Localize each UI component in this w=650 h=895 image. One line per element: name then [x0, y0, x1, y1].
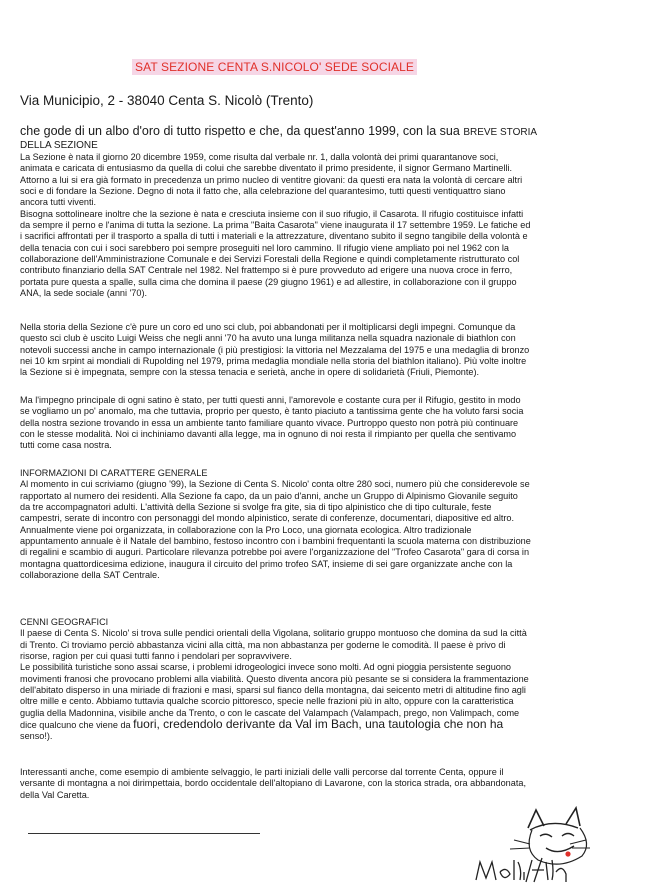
text-line: da sempre il perno e l'anima di tutta la sezione. La prima "Baita Casarota" viene inaugurata il 17 settembre 1959. Le fatiche ed	[20, 220, 531, 231]
geography-section	[20, 617, 632, 743]
text-line: Interessanti anche, come esempio di ambiente selvaggio, le parti iniziali delle valli percorse dal torrente Centa, oppure il	[20, 767, 504, 777]
text-fragment-large: fuori, credendolo derivante da Val im Bach, una tautologia che non ha	[133, 717, 504, 732]
choir-ski-paragraph	[20, 322, 632, 379]
text-line: nei 10 km srpint ai mondiali di Rupolding nel 1979, prima medaglia mondiale nella storia del biathlon italiano). Più volte inoltre	[20, 356, 527, 367]
text-line: la Sezione si è impegnata, sempre con la stessa tenacia e serietà, anche in opere di solidarietà (Friuli, Piemonte).	[20, 367, 480, 378]
text-line: ancora tutti viventi.	[20, 197, 97, 208]
text-line: tutti come casa nostra.	[20, 440, 112, 451]
text-line: dell'abitato disperso in una miriade di frazioni e masi, sparsi sul fianco della montagna, dai seicento metri di altitudine fino agli	[20, 685, 526, 696]
text-line: della Val Caretta.	[20, 789, 90, 800]
text-line: della nostra sezione trovando in essa un ambiente tanto familiare quanto vivace. Purtroppo questo non potrà più continuare	[20, 417, 519, 428]
text-line: collaborazione della SAT Centrale.	[20, 570, 160, 581]
text-line: Bisogna sottolineare inoltre che la sezione è nata e cresciuta insieme con il suo rifugio, il Casarota. Il rifugio costituisce infatti	[20, 208, 524, 219]
text-line: con le stesse modalità. Noi ci inchiniamo davanti alla legge, ma in ognuno di noi resta il rimpianto per quella che sentivamo	[20, 429, 517, 440]
landscape-paragraph	[20, 767, 632, 801]
history-paragraph	[20, 152, 632, 299]
text-line: da tre accompagnatori adulti. L'attività della Sezione si svolge fra gite, sia di tipo alpinistico che di tipo culturale, feste	[20, 502, 492, 513]
section-heading: CENNI GEOGRAFICI	[20, 617, 109, 627]
text-line: di regalini e scambio di auguri. Particolare rilevanza potrebbe poi avere l'organizzazione del "Trofeo Casarota" gara di corsa in	[20, 547, 530, 558]
text-line: portata pure questa a spalle, sulla cima che domina il paese (29 giugno 1961) e ad allestire, in collaborazione con il gruppo	[20, 276, 517, 287]
text-line: i sacrifici affrontati per il trasporto a spalla di tutti i materiali e la attrezzature, diventano subito il segno tangibile della volontà e	[20, 231, 528, 242]
text-line: La Sezione è nata il giorno 20 dicembre 1959, come risulta dal verbale nr. 1, dalla volontà dei primi quarantanove soci,	[20, 152, 499, 162]
text-line: animata e caricata di entusiasmo da quella di colui che sarebbe diventato il primo presidente, il signor Germano Martinelli.	[20, 163, 512, 174]
text-line: ANA, la sede sociale (anni '70).	[20, 288, 148, 299]
text-line: Annualmente viene poi organizzata, in collaborazione con la Pro Loco, una giornata ecologica. Altro tradizionale	[20, 524, 472, 535]
text-line: Le possibilità turistiche sono assai scarse, i problemi idrogeologici invece sono molti. Ad ogni pioggia persistente seguono	[20, 662, 512, 673]
text-line: Al momento in cui scriviamo (giugno '99), la Sezione di Centa S. Nicolo' conta oltre 280 soci, numero più che considerevole se	[20, 479, 530, 490]
text-line: Attorno a lui si era già formato in precedenza un primo nucleo di ventitre giovani: da questi era nata la volontà di cercare altri	[20, 174, 523, 185]
text-line: risorse, ragion per cui quasi tutti fanno i pendolari per sopravvivere.	[20, 651, 292, 662]
text-line: rapportato al numero dei residenti. Alla Sezione fa capo, da un paio d'anni, anche un Gruppo di Alpinismo Giovanile seguito	[20, 490, 518, 501]
text-fragment: dice qualcuno che viene da	[20, 720, 131, 731]
text-line: di Trento. Ci troviamo perciò abbastanza vicini alla città, ma non abbastanza per goderne le comodità. Il paese è privo di	[20, 639, 506, 650]
intro-lead: che gode di un albo d'oro di tutto rispetto e che, da quest'anno 1999, con la sua	[20, 124, 460, 138]
text-line: Nella storia della Sezione c'è pure un coro ed uno sci club, poi abbandonati per il moltiplicarsi degli impegni. Comunque da	[20, 322, 516, 332]
text-line: se vogliamo un po' anomalo, ma che tuttavia, proprio per questo, è tanto piaciuto a tantissima gente che ha voluto farsi socia	[20, 406, 524, 417]
general-info-section	[20, 468, 632, 581]
section-heading: INFORMAZIONI DI CARATTERE GENERALE	[20, 468, 208, 478]
text-line: contributo finanziario della SAT Centrale nel 1982. Nel frattempo si è pure provveduto ad erigere una nuova croce in ferro,	[20, 265, 513, 276]
text-line: movimenti franosi che provocano problemi alla viabilità. Questo diventa ancora più pesante se si considera la frammentazione	[20, 673, 529, 684]
address-line: Via Municipio, 2 - 38040 Centa S. Nicolò (Trento)	[20, 93, 314, 108]
refuge-paragraph	[20, 395, 632, 452]
text-line: notevoli successi anche in campo internazionale (i più prestigiosi: la vittoria nel Mezzalama del 1975 e una medaglia di bronzo	[20, 344, 530, 355]
signature-line	[28, 833, 260, 834]
text-line: guglia della Madonnina, visibile anche da Trento, o con le cascate del Valampach (Valampach, prego, non Valimpach, come	[20, 707, 520, 718]
text-line: collaborazione dell'Amministrazione Comunale e dei Servizi Forestali della Regione e quindi completamente ristrutturato col	[20, 254, 520, 265]
intro-block	[20, 125, 630, 152]
text-line: montagna quattordicesima edizione, inaugura il circuito del primo trofeo SAT, insieme di sei gare organizzate anche con la	[20, 558, 513, 569]
text-line: Ma l'impegno principale di ogni satino è stato, per tutti questi anni, l'amorevole e costante cura per il Rifugio, gestito in modo	[20, 395, 521, 405]
text-line: Il paese di Centa S. Nicolo' si trova sulle pendici orientali della Vigolana, solitario gruppo montuoso che domina da sud la città	[20, 628, 527, 639]
text-line: questo sci club è uscito Luigi Weiss che negli anni '70 ha avuto una lunga militanza nella squadra nazionale di biathlon con	[20, 333, 516, 344]
handwritten-signature	[470, 800, 640, 895]
text-line: versante di montagna a noi dirimpettaia, bordo occidentale dell'altopiano di Lavarone, con la storica strada, ora abbandonata,	[20, 778, 526, 789]
text-line: della tenacia con cui i soci sarebbero poi sempre proseguiti nel loro cammino. Il rifugio viene ampliato poi nel 1962 con la	[20, 242, 509, 253]
history-heading: DELLA SEZIONE	[20, 140, 98, 151]
page-title: SAT SEZIONE CENTA S.NICOLO' SEDE SOCIALE	[132, 59, 417, 75]
text-line: senso!).	[20, 731, 53, 742]
text-line	[20, 719, 632, 731]
text-line: appuntamento annuale è il Natale del bambino, festoso incontro con i bambini frequentanti la scuola materna con distribuzione	[20, 536, 531, 547]
signature-drawing-icon	[470, 800, 640, 890]
text-line: oltre mille e cento. Abbiamo tuttavia qualche scorcio pittoresco, specie nelle frazioni più in alto, oppure con la caratteristica	[20, 696, 514, 707]
text-line: soci e di fondare la Sezione. Degno di nota il fatto che, alla celebrazione del quarantesimo, tutti questi ventiquattro siano	[20, 186, 506, 197]
text-line: campestri, serate di incontro con personaggi del mondo alpinistico, serate di conferenze, documentari, diapositive ed altro.	[20, 513, 515, 524]
intro-small-tail: BREVE STORIA	[463, 127, 538, 138]
